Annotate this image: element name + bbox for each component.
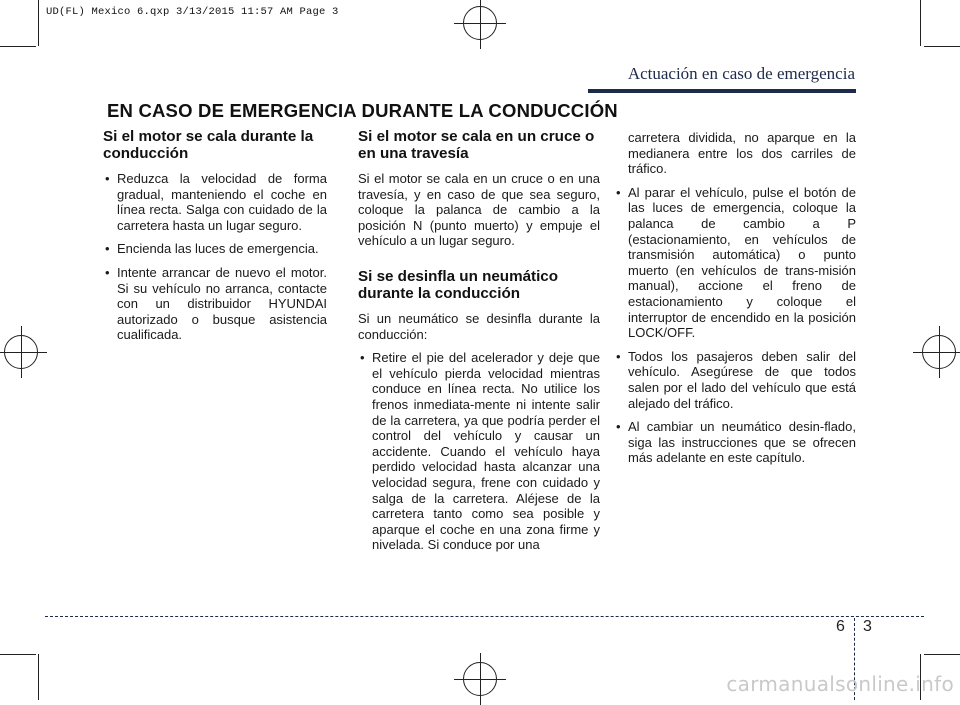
list-item: • Todos los pasajeros deben salir del vehículo. Asegúrese de que todos salen por el lado del vehículo que está alejado del tráfico.: [614, 349, 856, 411]
heading-flat-tire: Si se desinfla un neumático durante la conducción: [358, 267, 559, 302]
crop-mark: [38, 0, 39, 46]
section-title: EN CASO DE EMERGENCIA DURANTE LA CONDUCCIÓN: [107, 100, 618, 121]
heading-engine-stall-driving: Si el motor se cala durante la conducción: [103, 128, 314, 162]
header-rule: [588, 89, 856, 93]
list-item: • Al cambiar un neumático desin-flado, siga las instrucciones que se ofrecen más adelante en este capítulo.: [614, 419, 856, 466]
running-head: Actuación en caso de emergencia: [627, 64, 855, 83]
registration-mark-left: [4, 335, 38, 369]
crop-mark: [924, 654, 960, 655]
registration-mark-bottom: [463, 662, 497, 696]
list-item: • Retire el pie del acelerador y deje que el vehículo pierda velocidad mientras conduce en línea recta. No utilice los frenos inmediata-mente ni intente salir de la carretera, ya que podría perder el control del vehículo y causar un accidente. Cuando el vehículo haya perdido velocidad hasta alcanzar una velocidad segura, frene con cuidado y salga de la carretera. Aléjese de la carretera tanto como sea posible y aparque el coche en una zona firme y nivelada. Si conduce por una: [358, 350, 600, 553]
paragraph: Si un neumático se desinfla durante la conducción:: [358, 310, 600, 342]
watermark: carmanualsonline.info: [726, 672, 954, 696]
list-item: • Intente arrancar de nuevo el motor. Si su vehículo no arranca, contacte con un distribuidor HYUNDAI autorizado o busque asistencia cualificada.: [103, 265, 327, 343]
crop-mark: [0, 654, 36, 655]
column-3: [614, 130, 856, 474]
list-item: • Al parar el vehículo, pulse el botón de las luces de emergencia, coloque la palanca de cambio a P (estacionamiento, en vehículos de transmisión automática) o punto muerto (en vehículos de trans-misión manual), accione el freno de estacionamiento y coloque el interruptor de encendido en la posición LOCK/OFF.: [614, 185, 856, 341]
registration-mark-top: [463, 6, 497, 40]
column-2: [358, 128, 600, 561]
list-item: • Encienda las luces de emergencia.: [103, 241, 327, 257]
footer-rule: [45, 616, 924, 617]
print-slug: UD(FL) Mexico 6.qxp 3/13/2015 11:57 AM Page 3: [46, 6, 339, 18]
crop-mark: [38, 654, 39, 700]
heading-engine-stall-crossing: Si el motor se cala en un cruce o en una travesía: [358, 128, 595, 162]
crop-mark: [920, 0, 921, 46]
bullet-list: [103, 171, 327, 343]
paragraph: Si el motor se cala en un cruce o en una travesía, y en caso de que sea seguro, coloque la palanca de cambio a la posición N (punto muerto) y empuje el vehículo a un lugar seguro.: [358, 171, 600, 249]
page-number: 3: [863, 618, 872, 635]
bullet-list: [614, 185, 856, 466]
column-1: [103, 128, 327, 351]
bullet-list: [358, 350, 600, 553]
list-item: • Reduzca la velocidad de forma gradual, manteniendo el coche en línea recta. Salga con cuidado de la carretera hasta un lugar seguro.: [103, 171, 327, 233]
crop-mark: [0, 46, 36, 47]
registration-mark-right: [922, 335, 956, 369]
chapter-number: 6: [836, 618, 845, 635]
crop-mark: [924, 46, 960, 47]
paragraph-continuation: carretera dividida, no aparque en la medianera entre los dos carriles de tráfico.: [628, 130, 856, 177]
